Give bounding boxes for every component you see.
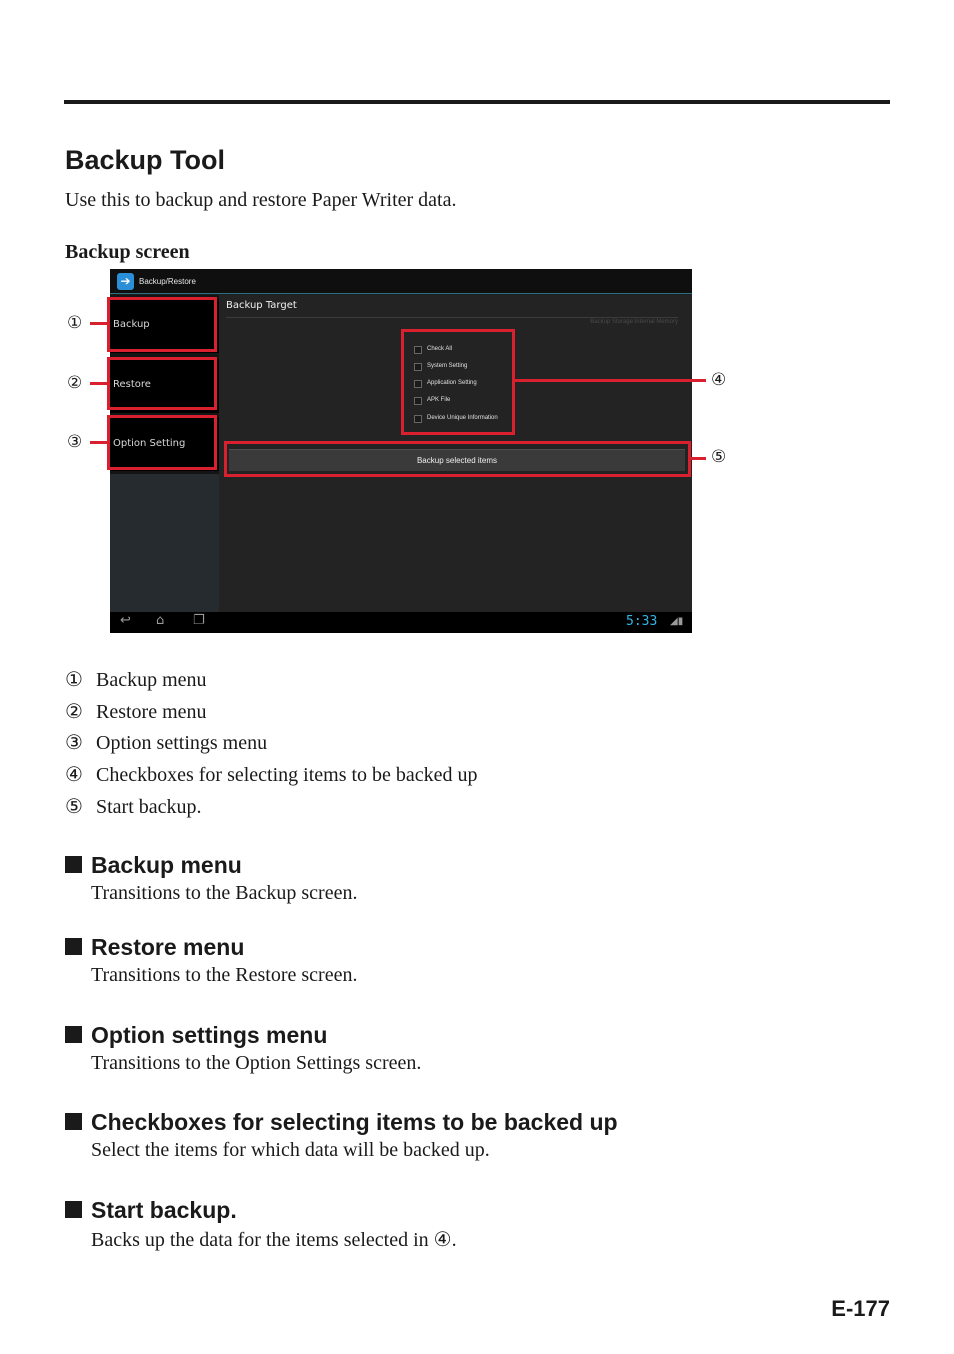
leader-line-3 xyxy=(90,441,108,444)
menu-label: Option Setting xyxy=(113,438,186,449)
callout-5: ⑤ xyxy=(711,447,727,467)
section-heading-restore-menu: Restore menu xyxy=(65,934,244,961)
backup-app-icon: ➔ xyxy=(117,273,134,290)
highlight-backup-menu xyxy=(107,297,217,352)
checkbox-label: APK File xyxy=(427,397,451,403)
menu-label: Restore xyxy=(113,379,151,390)
legend-item xyxy=(65,667,207,692)
storage-text: Backup Storage:Internal Memory xyxy=(590,319,678,325)
legend-number: ① xyxy=(65,667,83,691)
callout-4: ④ xyxy=(711,370,727,390)
highlight-restore-menu xyxy=(107,357,217,410)
recent-apps-icon[interactable]: ❐ xyxy=(193,613,205,628)
checkbox-label: Device Unique Information xyxy=(427,415,498,421)
legend-number: ② xyxy=(65,699,83,723)
menu-label: Backup xyxy=(113,319,150,330)
leader-line-5 xyxy=(690,457,706,460)
back-icon[interactable]: ↩ xyxy=(120,613,131,628)
leader-line-1 xyxy=(90,322,108,325)
section-body: Transitions to the Option Settings screen. xyxy=(91,1052,422,1074)
backup-target-title: Backup Target xyxy=(226,300,297,311)
intro-text: Use this to backup and restore Paper Writer data. xyxy=(65,189,457,211)
sidebar-empty-area xyxy=(110,474,219,612)
screen-label: Backup screen xyxy=(65,241,190,263)
leader-line-2 xyxy=(90,382,108,385)
section-body: Select the items for which data will be backed up. xyxy=(91,1139,490,1161)
square-bullet-icon xyxy=(65,1113,82,1130)
page-number: E-177 xyxy=(831,1296,890,1321)
checkbox-label: Application Setting xyxy=(427,380,477,386)
section-heading-option-settings-menu: Option settings menu xyxy=(65,1022,327,1049)
legend-text: Restore menu xyxy=(96,701,207,723)
square-bullet-icon xyxy=(65,856,82,873)
section-heading-start-backup: Start backup. xyxy=(65,1197,237,1224)
legend-text: Start backup. xyxy=(96,796,202,818)
page-title: Backup Tool xyxy=(65,145,226,175)
checkbox-label: System Setting xyxy=(427,363,468,369)
signal-icon: ◢▮ xyxy=(670,616,684,627)
divider xyxy=(226,317,678,318)
legend-text: Option settings menu xyxy=(96,732,268,754)
highlight-checkboxes xyxy=(401,329,515,435)
callout-2: ② xyxy=(67,373,83,393)
home-icon[interactable]: ⌂ xyxy=(156,613,165,628)
legend-text: Backup menu xyxy=(96,669,207,691)
checkbox-label: Check All xyxy=(427,346,453,352)
legend-item xyxy=(65,762,478,787)
square-bullet-icon xyxy=(65,1026,82,1043)
app-title: Backup/Restore xyxy=(139,277,196,286)
legend-item xyxy=(65,699,207,724)
leader-line-4 xyxy=(514,379,706,382)
highlight-option-setting-menu xyxy=(107,415,217,470)
top-rule xyxy=(64,100,890,104)
app-titlebar xyxy=(110,269,692,294)
section-heading-backup-menu: Backup menu xyxy=(65,852,242,879)
legend-item xyxy=(65,794,202,819)
section-body: Transitions to the Backup screen. xyxy=(91,882,358,904)
clock: 5:33 xyxy=(626,614,658,629)
callout-1: ① xyxy=(67,313,83,333)
square-bullet-icon xyxy=(65,938,82,955)
legend-text: Checkboxes for selecting items to be backed up xyxy=(96,764,478,786)
highlight-backup-button xyxy=(224,441,691,477)
callout-3: ③ xyxy=(67,432,83,452)
legend-number: ③ xyxy=(65,730,83,754)
legend-number: ④ xyxy=(65,762,83,786)
system-navbar xyxy=(110,612,692,633)
section-body: Backs up the data for the items selected in ④. xyxy=(91,1229,457,1251)
section-body: Transitions to the Restore screen. xyxy=(91,964,358,986)
legend-number: ⑤ xyxy=(65,794,83,818)
section-heading-checkboxes: Checkboxes for selecting items to be backed up xyxy=(65,1109,618,1136)
square-bullet-icon xyxy=(65,1201,82,1218)
backup-selected-items-button[interactable]: Backup selected items xyxy=(229,449,685,471)
legend-item xyxy=(65,730,267,755)
